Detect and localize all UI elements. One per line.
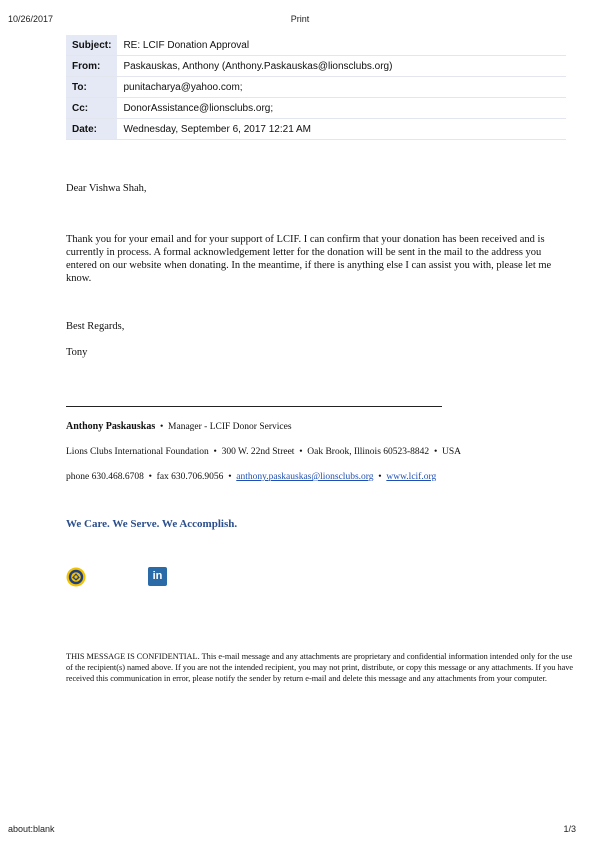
linkedin-icon[interactable]: in <box>148 567 167 586</box>
cc-label: Cc: <box>66 98 117 119</box>
signature-name-line <box>66 421 586 433</box>
sender-short-name: Tony <box>66 347 88 358</box>
signature-email-link[interactable]: anthony.paskauskas@lionsclubs.org <box>236 472 374 482</box>
subject-label: Subject: <box>66 35 117 56</box>
print-date: 10/26/2017 <box>8 14 54 24</box>
closing: Best Regards, <box>66 321 125 332</box>
signature-address-line <box>66 446 586 458</box>
separator: • <box>433 447 438 457</box>
date-label: Date: <box>66 119 117 140</box>
print-header <box>0 14 600 26</box>
separator: • <box>228 472 232 482</box>
from-label: From: <box>66 56 117 77</box>
signature-city: Oak Brook, Illinois 60523-8842 <box>307 447 430 457</box>
signature-country: USA <box>442 447 462 457</box>
signature-tagline: We Care. We Serve. We Accomplish. <box>66 518 238 530</box>
print-footer <box>0 824 600 836</box>
subject-value: RE: LCIF Donation Approval <box>117 35 566 56</box>
print-title: Print <box>290 14 310 24</box>
from-row <box>66 56 566 77</box>
subject-row <box>66 35 566 56</box>
signature-website-link[interactable]: www.lcif.org <box>386 472 437 482</box>
from-value: Paskauskas, Anthony (Anthony.Paskauskas@lionsclubs.org) <box>117 56 566 77</box>
signature-street: 300 W. 22nd Street <box>221 447 295 457</box>
cc-value: DonorAssistance@lionsclubs.org; <box>117 98 566 119</box>
greeting: Dear Vishwa Shah, <box>66 183 147 194</box>
signature-fax: fax 630.706.9056 <box>156 472 224 482</box>
signature-divider <box>66 406 442 407</box>
body-paragraph: Thank you for your email and for your support of LCIF. I can confirm that your donation has been received and is currently in process. A formal acknowledgement letter for the donation will be sent in the mail to the address you entered on our website when donating. In the meantime, if there is anything else I can assist you with, please let me know. <box>66 234 552 284</box>
separator: • <box>378 472 382 482</box>
signature-phone: phone 630.468.6708 <box>66 472 144 482</box>
signature-name: Anthony Paskauskas <box>66 421 156 432</box>
separator: • <box>299 447 303 457</box>
signature-title: Manager - LCIF Donor Services <box>168 422 292 432</box>
to-row <box>66 77 566 98</box>
page-number: 1/3 <box>563 824 576 834</box>
print-url: about:blank <box>8 824 55 834</box>
to-value: punitacharya@yahoo.com; <box>117 77 566 98</box>
signature-organization: Lions Clubs International Foundation <box>66 447 209 457</box>
separator: • <box>159 422 164 432</box>
separator: • <box>213 447 217 457</box>
signature-contact-line <box>66 471 586 483</box>
date-row <box>66 119 566 140</box>
cc-row <box>66 98 566 119</box>
date-value: Wednesday, September 6, 2017 12:21 AM <box>117 119 566 140</box>
to-label: To: <box>66 77 117 98</box>
lions-logo-icon[interactable] <box>66 567 86 587</box>
email-header-table <box>66 35 566 140</box>
confidentiality-notice: THIS MESSAGE IS CONFIDENTIAL. This e-mail message and any attachments are proprietary and confidential information intended only for the use of the recipient(s) named above. If you are not the intended recipient, you may not print, distribute, or copy this message or any attachments. If you have received this communication in error, please notify the sender by return e-mail and delete this message and any attachments from your computer. <box>66 652 574 684</box>
separator: • <box>148 472 152 482</box>
